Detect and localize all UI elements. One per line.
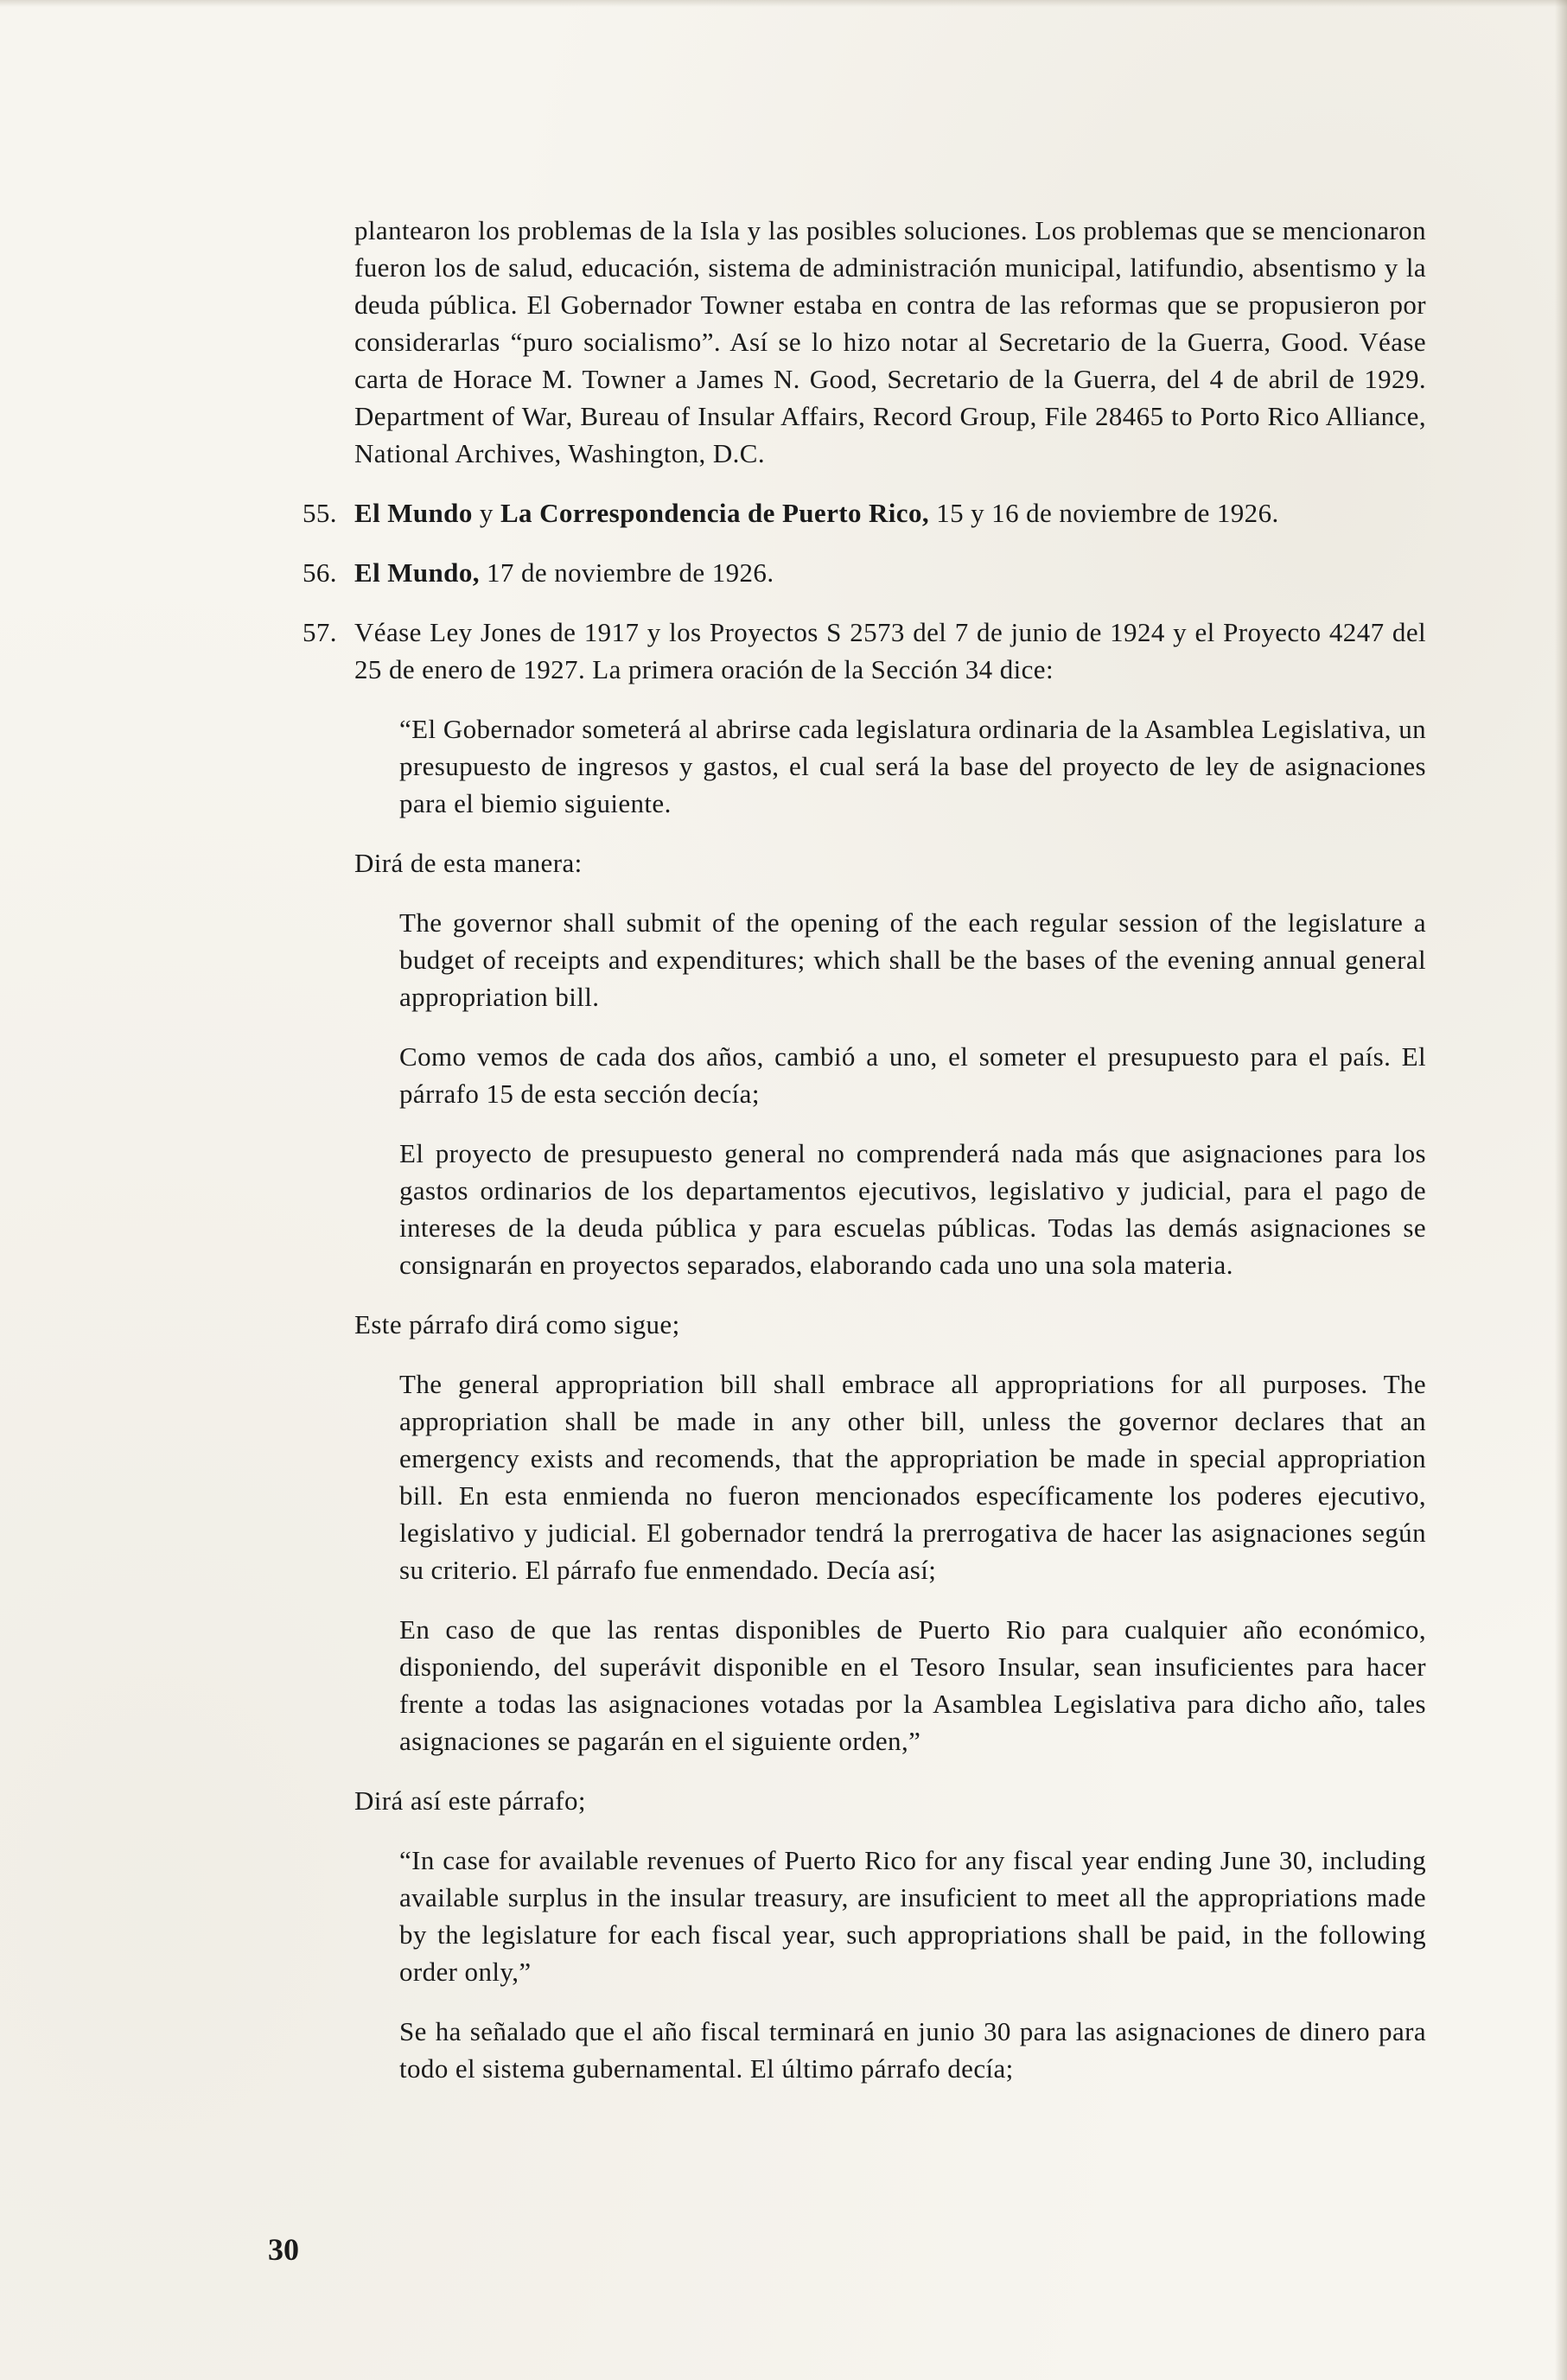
block-quote: The general appropriation bill shall embrace all appropriations for all purposes. The appropriation shall be made in any other bill, unless the governor declares that an emergency exists and recomends, that the appropriation be made in special appropriation bill. En esta enmienda no fueron mencionados específicamente los poderes ejecutivo, legislativo y judicial. El gobernador tendrá la prerrogativa de hacer las asignaciones según su criterio. El párrafo fue enmendado. Decía así; xyxy=(399,1369,1426,1585)
newspaper-title: El Mundo, xyxy=(354,557,480,588)
page-number: 30 xyxy=(268,2232,299,2267)
block-quote: “In case for available revenues of Puerto Rico for any fiscal year ending June 30, including available surplus in the insular treasury, are insuficient to meet all the appropriations made by the legislature for each fiscal year, such appropriations shall be paid, in the following order only,” xyxy=(399,1845,1426,1987)
lead-in-text: Dirá de esta manera: xyxy=(354,848,583,878)
footnote-56 xyxy=(303,554,1426,591)
block-quote: The governor shall submit of the opening of the each regular session of the legislature a budget of receipts and expenditures; which shall be the bases of the evening annual general appropriation bill. xyxy=(399,907,1426,1012)
block-quote: En caso de que las rentas disponibles de Puerto Rio para cualquier año económico, disponiendo, del superávit disponible en el Tesoro Insular, sean insuficientes para hacer frente a todas las asignaciones votadas por la Asamblea Legislativa para dicho año, tales asignaciones se pagarán en el siguiente orden,” xyxy=(399,1614,1426,1756)
continued-note-paragraph: plantearon los problemas de la Isla y las posibles soluciones. Los problemas que se mencionaron fueron los de salud, educación, sistema de administración municipal, latifundio, absentismo y la deuda pública. El Gobernador Towner estaba en contra de las reformas que se propusieron por considerarlas “puro socialismo”. Así se lo hizo notar al Secretario de la Guerra, Good. Véase carta de Horace M. Towner a James N. Good, Secretario de la Guerra, del 4 de abril de 1929. Department of War, Bureau of Insular Affairs, Record Group, File 28465 to Porto Rico Alliance, National Archives, Washington, D.C. xyxy=(354,215,1426,468)
footnote-number: 57. xyxy=(303,617,337,647)
block-quote: “El Gobernador someterá al abrirse cada legislatura ordinaria de la Asamblea Legislativa, un presupuesto de ingresos y gastos, el cual será la base del proyecto de ley de asignaciones para el biemio siguiente. xyxy=(399,714,1426,818)
footnote-number: 56. xyxy=(303,557,337,588)
citation-date: 15 y 16 de noviembre de 1926. xyxy=(936,498,1279,528)
footnote-57 xyxy=(303,614,1426,688)
footnote-55 xyxy=(303,494,1426,531)
newspaper-title: El Mundo xyxy=(354,498,473,528)
block-quote: El proyecto de presupuesto general no comprenderá nada más que asignaciones para los gastos ordinarios de los departamentos ejecutivos, legislativo y judicial, para el pago de intereses de la deuda pública y para escuelas públicas. Todas las demás asignaciones se consignarán en proyectos separados, elaborando cada uno una sola materia. xyxy=(399,1138,1426,1280)
commentary-paragraph: Se ha señalado que el año fiscal terminará en junio 30 para las asignaciones de dinero para todo el sistema gubernamental. El último párrafo decía; xyxy=(399,2016,1426,2084)
page-content xyxy=(303,212,1426,2110)
footnote-number: 55. xyxy=(303,498,337,528)
citation-date: 17 de noviembre de 1926. xyxy=(487,557,774,588)
commentary-paragraph: Como vemos de cada dos años, cambió a uno, el someter el presupuesto para el país. El párrafo 15 de esta sección decía; xyxy=(399,1041,1426,1109)
lead-in-text: Dirá así este párrafo; xyxy=(354,1785,586,1816)
newspaper-title: La Correspondencia de Puerto Rico, xyxy=(500,498,930,528)
footnote-text: Véase Ley Jones de 1917 y los Proyectos S 2573 del 7 de junio de 1924 y el Proyecto 4247 del 25 de enero de 1927. La primera oración de la Sección 34 dice: xyxy=(354,617,1426,684)
page-edge-shadow-top xyxy=(0,0,1567,7)
page-edge-shadow-right xyxy=(1555,0,1567,2380)
lead-in-text: Este párrafo dirá como sigue; xyxy=(354,1309,680,1340)
connector-text: y xyxy=(479,498,494,528)
